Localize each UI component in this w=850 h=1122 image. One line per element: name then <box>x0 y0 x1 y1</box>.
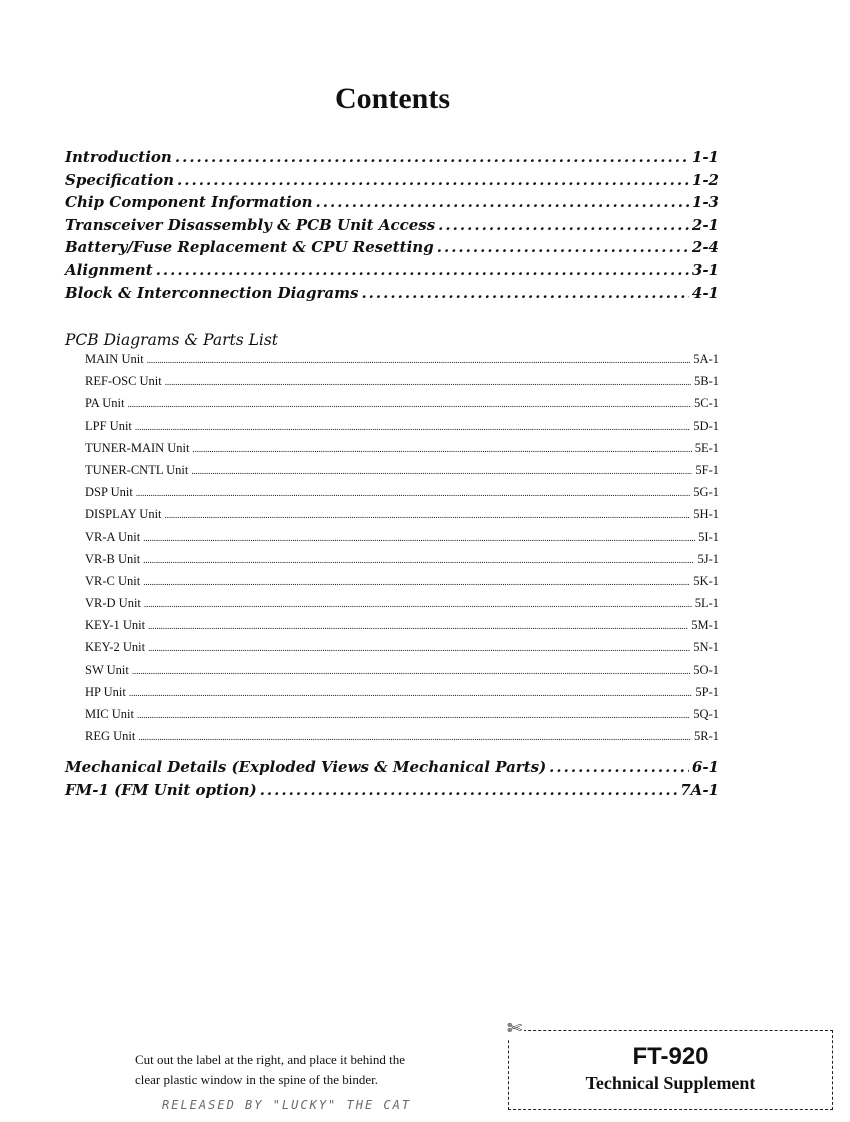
toc-sub-entry-label: KEY-1 Unit <box>85 618 146 633</box>
toc-entry-label: Introduction <box>65 148 172 166</box>
toc-sub-entry-page: 5I-1 <box>698 529 719 544</box>
toc-sub-entry-label: KEY-2 Unit <box>85 640 146 655</box>
dot-leader <box>143 574 690 589</box>
instruction-line: Cut out the label at the right, and place it behind the <box>135 1052 406 1067</box>
dot-leader <box>315 193 688 211</box>
toc-entry[interactable] <box>65 171 719 194</box>
toc-entry-page: 1-2 <box>691 170 719 189</box>
toc-sub-entry-page: 5P-1 <box>695 684 719 699</box>
toc-sub-entry[interactable] <box>65 640 719 662</box>
toc-sub-entry[interactable] <box>65 685 719 707</box>
toc-entry[interactable] <box>65 758 719 781</box>
toc-entry[interactable] <box>65 238 719 261</box>
toc-sub-entry-page: 5D-1 <box>693 418 719 433</box>
dot-leader <box>143 552 694 567</box>
toc-sub-entry[interactable] <box>65 374 719 396</box>
toc-sub-entry-label: VR-A Unit <box>85 529 141 544</box>
toc-sub-entry[interactable] <box>65 352 719 374</box>
toc-sub-entry-page: 5A-1 <box>693 352 719 366</box>
dot-leader <box>132 663 690 678</box>
dot-leader <box>144 596 692 611</box>
toc-sub-entry-page: 5G-1 <box>693 485 719 500</box>
dot-leader <box>177 171 689 189</box>
toc-sub-entry[interactable] <box>65 463 719 485</box>
label-model: FT-920 <box>632 1043 709 1070</box>
toc-sub-entry-label: HP Unit <box>85 684 126 699</box>
toc-sub-entry-label: VR-B Unit <box>85 551 141 566</box>
dot-leader <box>260 781 678 799</box>
toc-entry-page: 1-3 <box>691 193 719 212</box>
dot-leader <box>193 441 692 456</box>
toc-sub-entry-label: TUNER-CNTL Unit <box>85 462 189 477</box>
spine-label-cutout[interactable] <box>508 1030 833 1110</box>
toc-entry-page: 6-1 <box>691 758 719 776</box>
dot-leader <box>143 530 695 545</box>
toc-sub-entry-page: 5N-1 <box>693 640 719 655</box>
toc-entry-label: Block & Interconnection Diagrams <box>65 283 359 302</box>
toc-sub-entry-label: REF-OSC Unit <box>85 374 162 389</box>
toc-entry-label: Chip Component Information <box>65 193 313 212</box>
toc-sub-entry-label: SW Unit <box>85 662 129 677</box>
toc-entry-page: 2-1 <box>691 215 719 234</box>
toc-entry[interactable] <box>65 148 719 171</box>
dot-leader <box>191 463 692 478</box>
toc-entry-label: Alignment <box>65 260 153 279</box>
toc-entry-label: Specification <box>65 170 174 189</box>
instruction-line: clear plastic window in the spine of the binder. <box>135 1072 378 1087</box>
toc-sub-entry-page: 5K-1 <box>693 573 719 588</box>
dot-leader <box>148 640 690 655</box>
dot-leader <box>175 148 689 166</box>
dot-leader <box>165 507 691 522</box>
toc-sub-entry-label: MIC Unit <box>85 707 134 721</box>
toc-sub-entry[interactable] <box>65 618 719 640</box>
toc-entry[interactable] <box>65 781 719 804</box>
toc-entry-page: 7A-1 <box>680 780 719 799</box>
dot-leader <box>549 758 689 776</box>
toc-sub-entry-label: REG Unit <box>85 729 136 744</box>
toc-sub-entry-page: 5O-1 <box>693 662 719 677</box>
dot-leader <box>148 618 688 633</box>
toc-sub-entry-page: 5H-1 <box>693 507 719 522</box>
toc-sub-entry-label: LPF Unit <box>85 418 132 433</box>
toc-sub-entry-label: DISPLAY Unit <box>85 507 162 522</box>
toc-entry[interactable] <box>65 284 719 307</box>
dot-leader <box>129 685 693 700</box>
toc-sub-entry-page: 5E-1 <box>694 440 719 455</box>
toc-sub-entry-page: 5J-1 <box>697 551 719 566</box>
dot-leader <box>137 707 690 722</box>
dot-leader <box>147 352 691 367</box>
toc-sub-entry-page: 5B-1 <box>694 374 719 389</box>
toc-sub-entry[interactable] <box>65 507 719 529</box>
dot-leader <box>135 419 690 434</box>
cutout-instructions <box>135 1050 475 1090</box>
dot-leader <box>438 216 689 234</box>
toc-sub-entry-label: DSP Unit <box>85 485 133 500</box>
scissors-icon: ✄ <box>507 1018 523 1039</box>
toc-sub-entry[interactable] <box>65 729 719 751</box>
toc-entry-label: FM-1 (FM Unit option) <box>65 780 257 799</box>
toc-pcb-list <box>65 352 719 751</box>
toc-sub-entry[interactable] <box>65 485 719 507</box>
toc-sub-entry-page: 5F-1 <box>695 462 719 477</box>
toc-sub-entry-label: MAIN Unit <box>85 352 144 366</box>
dot-leader <box>138 729 691 744</box>
page-title: Contents <box>334 82 450 115</box>
toc-sub-entry[interactable] <box>65 441 719 463</box>
toc-entry[interactable] <box>65 193 719 216</box>
toc-tail-list <box>65 758 719 803</box>
toc-sub-entry[interactable] <box>65 596 719 618</box>
toc-sub-entry-page: 5M-1 <box>691 618 719 633</box>
toc-entry-page: 1-1 <box>691 148 719 166</box>
toc-sub-entry[interactable] <box>65 663 719 685</box>
toc-sub-entry-page: 5Q-1 <box>693 707 719 721</box>
toc-sub-entry-label: PA Unit <box>85 396 125 411</box>
toc-entry-label: Mechanical Details (Exploded Views & Mechanical Parts) <box>65 758 547 776</box>
toc-entry-page: 2-4 <box>691 238 719 257</box>
released-by-stamp: RELEASED BY "LUCKY" THE CAT <box>162 1098 412 1112</box>
toc-sub-entry-label: VR-D Unit <box>85 596 141 611</box>
toc-entry-page: 4-1 <box>691 283 719 302</box>
toc-entry[interactable] <box>65 216 719 239</box>
toc-entry-label: Transceiver Disassembly & PCB Unit Access <box>65 215 436 234</box>
toc-sub-entry-label: VR-C Unit <box>85 573 141 588</box>
toc-sub-entry-page: 5C-1 <box>694 396 719 411</box>
dot-leader <box>361 284 688 302</box>
toc-sub-entry[interactable] <box>65 396 719 418</box>
toc-sub-entry[interactable] <box>65 419 719 441</box>
toc-sub-entry-page: 5R-1 <box>694 729 719 744</box>
toc-sub-entry-label: TUNER-MAIN Unit <box>85 440 190 455</box>
label-subtitle: Technical Supplement <box>585 1073 756 1093</box>
toc-sub-entry[interactable] <box>65 530 719 552</box>
toc-sub-entry[interactable] <box>65 552 719 574</box>
dot-leader <box>136 485 690 500</box>
toc-sub-entry[interactable] <box>65 707 719 729</box>
toc-entry-label: Battery/Fuse Replacement & CPU Resetting <box>65 238 434 257</box>
toc-sub-entry-page: 5L-1 <box>694 596 719 611</box>
dot-leader <box>165 374 691 389</box>
toc-entry[interactable] <box>65 261 719 284</box>
pcb-section-heading: PCB Diagrams & Parts List <box>65 331 279 349</box>
dot-leader <box>437 238 689 256</box>
dot-leader <box>156 261 689 279</box>
dot-leader <box>128 396 692 411</box>
toc-entry-page: 3-1 <box>691 260 719 279</box>
toc-sub-entry[interactable] <box>65 574 719 596</box>
toc-main-list <box>65 148 719 306</box>
